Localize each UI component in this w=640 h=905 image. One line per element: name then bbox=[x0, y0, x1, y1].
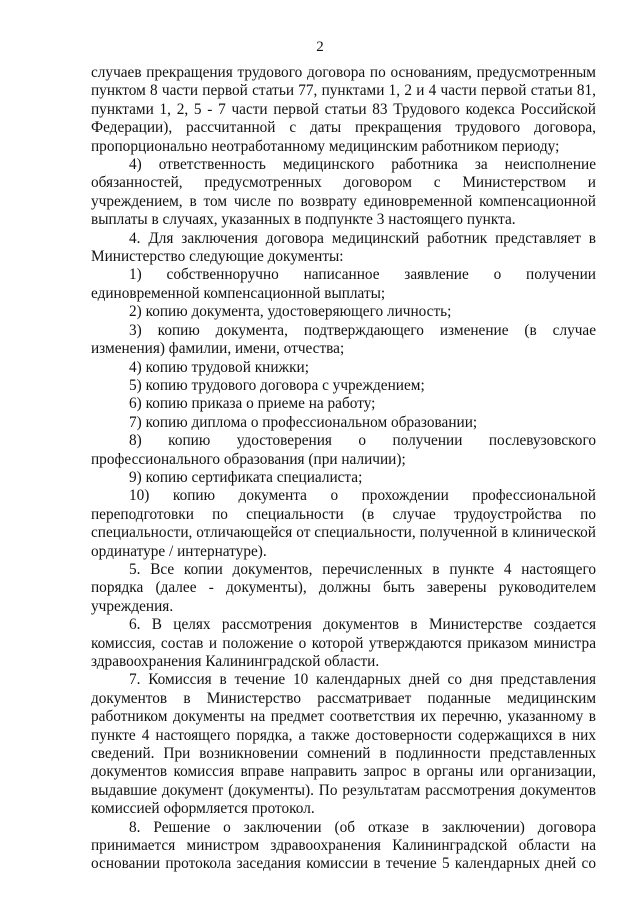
paragraph-section-4: 4. Для заключения договора медицинский работник представляет в Министерство следующие документы: bbox=[91, 229, 596, 266]
list-item-application: 1) собственноручно написанное заявление о получении единовременной компенсационной выплаты; bbox=[91, 266, 596, 302]
list-item-employment-contract-copy: 5) копию трудового договора с учреждением; bbox=[129, 376, 425, 394]
paragraph-section-8: 8. Решение о заключении (об отказе в заключении) договора принимается министром здравоохранения Калининградской области на основании протокола заседания комиссии в течение 5 календарных дней со bbox=[91, 818, 596, 873]
list-item-identity-copy: 2) копию документа, удостоверяющего личность; bbox=[129, 303, 452, 321]
list-item-specialist-certificate-copy: 9) копию сертификата специалиста; bbox=[129, 468, 363, 486]
list-item-diploma-copy: 7) копию диплома о профессиональном образовании; bbox=[129, 413, 478, 431]
paragraph-continuation: случаев прекращения трудового договора по основаниям, предусмотренным пунктом 8 части первой статьи 77, пунктами 1, 2 и 4 части первой статьи 81, пунктами 1, 2, 5 - 7 части первой статьи 83 Трудового кодекса Российской Федерации), рассчитанной с даты прекращения трудового договора, пропорционально неотработанному медицинским работником периоду; bbox=[91, 64, 596, 155]
page-number: 2 bbox=[316, 39, 324, 55]
list-item-postgraduate-certificate-copy: 8) копию удостоверения о получении послевузовского профессионального образования (при наличии); bbox=[91, 432, 596, 468]
paragraph-section-7: 7. Комиссия в течение 10 календарных дней со дня представления документов в Министерство рассматривает поданные медицинским работником документы на предмет соответствия их перечню, указанному в пункте 4 настоящего порядка, а также достоверности содержащихся в них сведений. При возникновении сомнений в подлинности представленных документов комиссия вправе направить запрос в органы или организации, выдавшие документ (документы). По результатам рассмотрения документов комиссией оформляется протокол. bbox=[91, 671, 596, 818]
document-body bbox=[91, 64, 596, 874]
paragraph-section-5: 5. Все копии документов, перечисленных в пункте 4 настоящего порядка (далее - документы), должны быть заверены руководителем учреждения. bbox=[91, 560, 596, 615]
list-item-retraining-copy: 10) копию документа о прохождении профессиональной переподготовки по специальности (в случае трудоустройства по специальности, отличающейся от специальности, полученной в клинической ординатуре / интернатуре). bbox=[91, 487, 596, 560]
list-item-work-book-copy: 4) копию трудовой книжки; bbox=[129, 358, 309, 376]
list-item-hiring-order-copy: 6) копию приказа о приеме на работу; bbox=[129, 395, 376, 413]
list-item-name-change-copy: 3) копию документа, подтверждающего изменение (в случае изменения) фамилии, имени, отчества; bbox=[91, 321, 596, 358]
paragraph-section-6: 6. В целях рассмотрения документов в Министерстве создается комиссия, состав и положение о которой утверждаются приказом министра здравоохранения Калининградской области. bbox=[91, 616, 596, 670]
paragraph-item-4-responsibility: 4) ответственность медицинского работника за неисполнение обязанностей, предусмотренных договором с Министерством и учреждением, в том числе по возврату единовременной компенсационной выплаты в случаях, указанных в подпункте 3 настоящего пункта. bbox=[91, 156, 596, 229]
